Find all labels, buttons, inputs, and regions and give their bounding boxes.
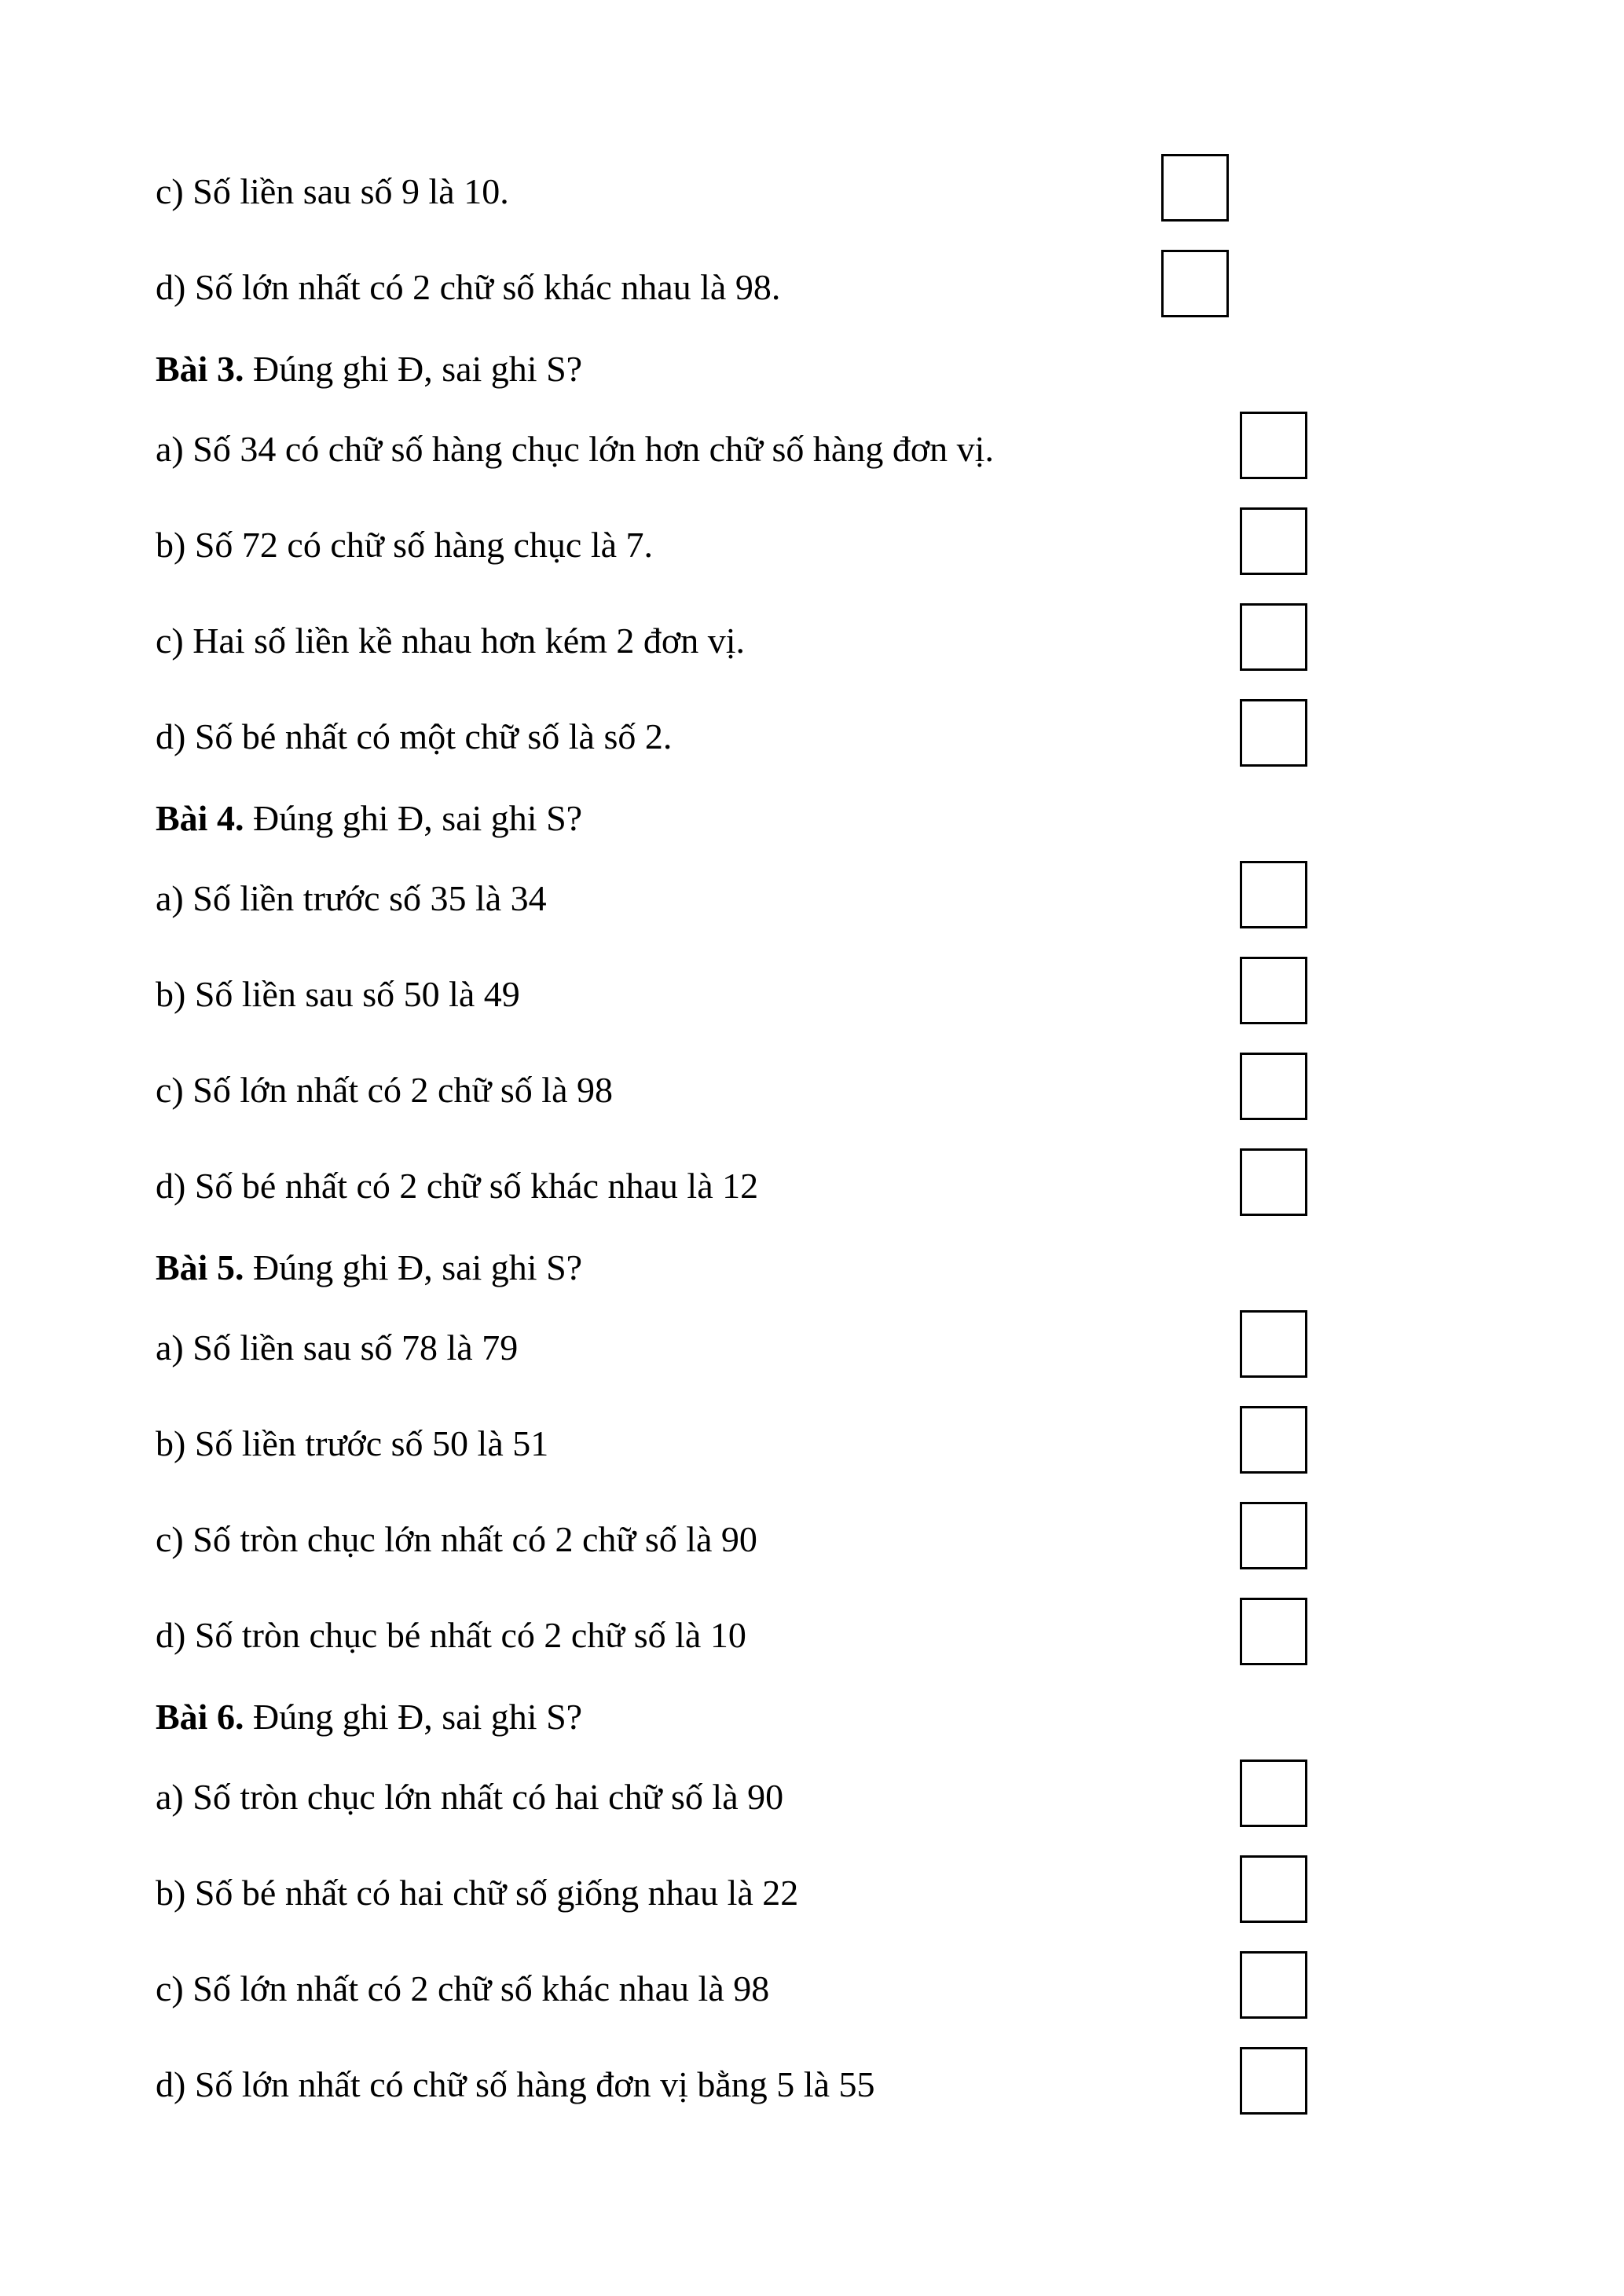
answer-box-top-d[interactable] xyxy=(1161,250,1229,317)
exercise-3-number: Bài 3. xyxy=(156,349,244,389)
statement-3b: b) Số 72 có chữ số hàng chục là 7. xyxy=(156,525,654,565)
answer-box-4d[interactable] xyxy=(1240,1148,1307,1216)
statement-6a: a) Số tròn chục lớn nhất có hai chữ số là 90 xyxy=(156,1777,784,1817)
exercise-6-instruction: Đúng ghi Đ, sai ghi S? xyxy=(252,1697,583,1737)
answer-box-3d[interactable] xyxy=(1240,699,1307,767)
answer-box-5a[interactable] xyxy=(1240,1310,1307,1378)
statement-3d: d) Số bé nhất có một chữ số là số 2. xyxy=(156,716,673,756)
answer-box-5c[interactable] xyxy=(1240,1502,1307,1569)
statement-4b: b) Số liền sau số 50 là 49 xyxy=(156,974,520,1014)
exercise-4-instruction: Đúng ghi Đ, sai ghi S? xyxy=(252,798,583,838)
statement-4a: a) Số liền trước số 35 là 34 xyxy=(156,878,547,918)
statement-5c: c) Số tròn chục lớn nhất có 2 chữ số là 90 xyxy=(156,1519,757,1559)
answer-box-6b[interactable] xyxy=(1240,1855,1307,1923)
answer-box-4b[interactable] xyxy=(1240,957,1307,1024)
exercise-6-heading xyxy=(156,1695,582,1739)
statement-4d: d) Số bé nhất có 2 chữ số khác nhau là 12 xyxy=(156,1166,759,1206)
exercise-3-heading xyxy=(156,347,582,391)
answer-box-6a[interactable] xyxy=(1240,1760,1307,1827)
statement-top-c: c) Số liền sau số 9 là 10. xyxy=(156,171,509,211)
statement-3c: c) Hai số liền kề nhau hơn kém 2 đơn vị. xyxy=(156,621,745,661)
statement-6d: d) Số lớn nhất có chữ số hàng đơn vị bằng 5 là 55 xyxy=(156,2064,875,2104)
exercise-3-instruction: Đúng ghi Đ, sai ghi S? xyxy=(252,349,583,389)
statement-6b: b) Số bé nhất có hai chữ số giống nhau là 22 xyxy=(156,1873,799,1913)
exercise-4-number: Bài 4. xyxy=(156,798,244,838)
statement-4c: c) Số lớn nhất có 2 chữ số là 98 xyxy=(156,1070,613,1110)
answer-box-6d[interactable] xyxy=(1240,2047,1307,2115)
exercise-5-instruction: Đúng ghi Đ, sai ghi S? xyxy=(252,1247,583,1287)
answer-box-3a[interactable] xyxy=(1240,412,1307,479)
answer-box-top-c[interactable] xyxy=(1161,154,1229,222)
answer-box-6c[interactable] xyxy=(1240,1951,1307,2019)
answer-box-5d[interactable] xyxy=(1240,1598,1307,1665)
statement-top-d: d) Số lớn nhất có 2 chữ số khác nhau là 98. xyxy=(156,267,781,307)
answer-box-4c[interactable] xyxy=(1240,1053,1307,1120)
exercise-5-number: Bài 5. xyxy=(156,1247,244,1287)
answer-box-5b[interactable] xyxy=(1240,1406,1307,1474)
statement-3a: a) Số 34 có chữ số hàng chục lớn hơn chữ số hàng đơn vị. xyxy=(156,429,994,469)
statement-5d: d) Số tròn chục bé nhất có 2 chữ số là 10 xyxy=(156,1615,746,1655)
exercise-5-heading xyxy=(156,1246,582,1290)
answer-box-4a[interactable] xyxy=(1240,861,1307,928)
exercise-6-number: Bài 6. xyxy=(156,1697,244,1737)
statement-6c: c) Số lớn nhất có 2 chữ số khác nhau là 98 xyxy=(156,1968,770,2009)
statement-5b: b) Số liền trước số 50 là 51 xyxy=(156,1423,549,1463)
exercise-4-heading xyxy=(156,796,582,840)
answer-box-3b[interactable] xyxy=(1240,507,1307,575)
statement-5a: a) Số liền sau số 78 là 79 xyxy=(156,1327,519,1368)
answer-box-3c[interactable] xyxy=(1240,603,1307,671)
